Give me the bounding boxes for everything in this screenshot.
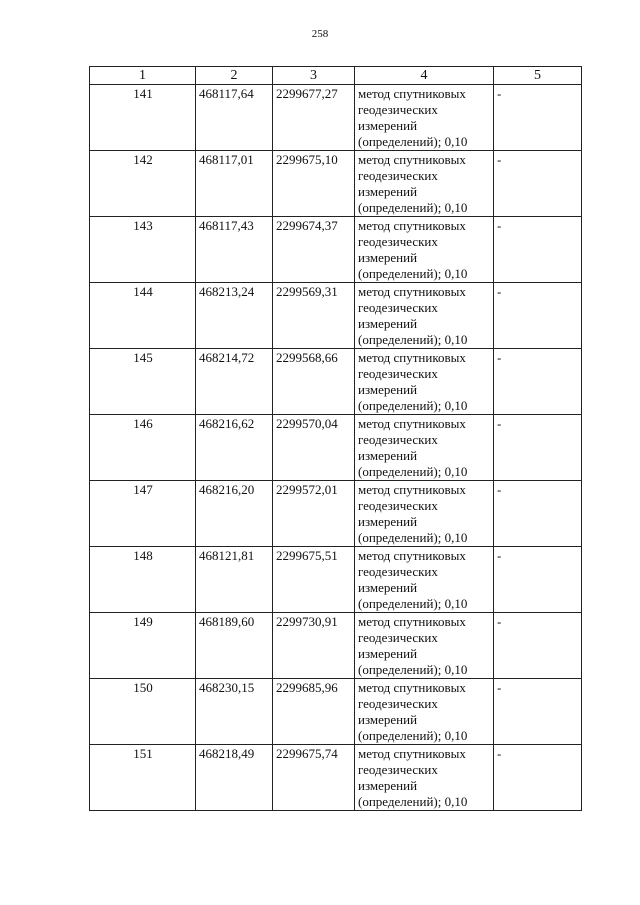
method-line: (определений); 0,10 bbox=[358, 530, 468, 545]
method-cell bbox=[355, 217, 494, 283]
method-cell bbox=[355, 547, 494, 613]
method-line: геодезических bbox=[358, 366, 438, 381]
note-cell: - bbox=[494, 349, 582, 415]
y-coordinate-cell: 2299674,37 bbox=[273, 217, 355, 283]
x-coordinate-cell: 468218,49 bbox=[196, 745, 273, 811]
table-row bbox=[90, 745, 582, 811]
method-line: геодезических bbox=[358, 300, 438, 315]
method-line: измерений bbox=[358, 184, 418, 199]
method-line: измерений bbox=[358, 778, 418, 793]
x-coordinate-cell: 468213,24 bbox=[196, 283, 273, 349]
note-cell: - bbox=[494, 613, 582, 679]
method-line: метод спутниковых bbox=[358, 680, 466, 695]
method-line: метод спутниковых bbox=[358, 548, 466, 563]
method-line: (определений); 0,10 bbox=[358, 794, 468, 809]
note-cell: - bbox=[494, 679, 582, 745]
point-number-cell: 141 bbox=[90, 85, 196, 151]
table-row bbox=[90, 349, 582, 415]
method-line: метод спутниковых bbox=[358, 482, 466, 497]
x-coordinate-cell: 468216,20 bbox=[196, 481, 273, 547]
method-cell bbox=[355, 349, 494, 415]
method-line: метод спутниковых bbox=[358, 152, 466, 167]
method-line: (определений); 0,10 bbox=[358, 728, 468, 743]
point-number-cell: 151 bbox=[90, 745, 196, 811]
y-coordinate-cell: 2299677,27 bbox=[273, 85, 355, 151]
x-coordinate-cell: 468117,01 bbox=[196, 151, 273, 217]
y-coordinate-cell: 2299570,04 bbox=[273, 415, 355, 481]
method-line: метод спутниковых bbox=[358, 614, 466, 629]
table-row bbox=[90, 613, 582, 679]
table-row bbox=[90, 415, 582, 481]
note-cell: - bbox=[494, 283, 582, 349]
method-cell bbox=[355, 415, 494, 481]
y-coordinate-cell: 2299685,96 bbox=[273, 679, 355, 745]
x-coordinate-cell: 468230,15 bbox=[196, 679, 273, 745]
method-cell bbox=[355, 745, 494, 811]
method-line: метод спутниковых bbox=[358, 86, 466, 101]
x-coordinate-cell: 468214,72 bbox=[196, 349, 273, 415]
method-cell bbox=[355, 613, 494, 679]
note-cell: - bbox=[494, 217, 582, 283]
method-line: (определений); 0,10 bbox=[358, 398, 468, 413]
note-cell: - bbox=[494, 151, 582, 217]
y-coordinate-cell: 2299568,66 bbox=[273, 349, 355, 415]
x-coordinate-cell: 468121,81 bbox=[196, 547, 273, 613]
y-coordinate-cell: 2299569,31 bbox=[273, 283, 355, 349]
table-row bbox=[90, 679, 582, 745]
table-row bbox=[90, 85, 582, 151]
method-line: измерений bbox=[358, 712, 418, 727]
method-cell bbox=[355, 679, 494, 745]
method-line: (определений); 0,10 bbox=[358, 134, 468, 149]
method-line: (определений); 0,10 bbox=[358, 332, 468, 347]
method-line: метод спутниковых bbox=[358, 416, 466, 431]
method-cell bbox=[355, 283, 494, 349]
method-line: геодезических bbox=[358, 432, 438, 447]
method-line: (определений); 0,10 bbox=[358, 464, 468, 479]
point-number-cell: 145 bbox=[90, 349, 196, 415]
method-line: измерений bbox=[358, 448, 418, 463]
method-line: измерений bbox=[358, 514, 418, 529]
y-coordinate-cell: 2299675,74 bbox=[273, 745, 355, 811]
y-coordinate-cell: 2299675,10 bbox=[273, 151, 355, 217]
method-cell bbox=[355, 481, 494, 547]
method-line: геодезических bbox=[358, 234, 438, 249]
point-number-cell: 148 bbox=[90, 547, 196, 613]
method-line: метод спутниковых bbox=[358, 746, 466, 761]
method-line: геодезических bbox=[358, 168, 438, 183]
method-line: (определений); 0,10 bbox=[358, 596, 468, 611]
method-line: геодезических bbox=[358, 696, 438, 711]
method-line: геодезических bbox=[358, 498, 438, 513]
point-number-cell: 143 bbox=[90, 217, 196, 283]
method-line: измерений bbox=[358, 250, 418, 265]
method-line: метод спутниковых bbox=[358, 350, 466, 365]
method-cell bbox=[355, 85, 494, 151]
x-coordinate-cell: 468117,43 bbox=[196, 217, 273, 283]
x-coordinate-cell: 468189,60 bbox=[196, 613, 273, 679]
method-line: (определений); 0,10 bbox=[358, 662, 468, 677]
method-line: измерений bbox=[358, 382, 418, 397]
page-number: 258 bbox=[311, 28, 329, 40]
method-line: метод спутниковых bbox=[358, 284, 466, 299]
method-line: геодезических bbox=[358, 630, 438, 645]
method-line: геодезических bbox=[358, 102, 438, 117]
note-cell: - bbox=[494, 547, 582, 613]
table-row bbox=[90, 151, 582, 217]
table-row bbox=[90, 481, 582, 547]
point-number-cell: 142 bbox=[90, 151, 196, 217]
point-number-cell: 144 bbox=[90, 283, 196, 349]
x-coordinate-cell: 468216,62 bbox=[196, 415, 273, 481]
note-cell: - bbox=[494, 745, 582, 811]
y-coordinate-cell: 2299730,91 bbox=[273, 613, 355, 679]
column-header-5: 5 bbox=[494, 67, 582, 85]
table-body bbox=[90, 85, 582, 811]
note-cell: - bbox=[494, 415, 582, 481]
method-line: (определений); 0,10 bbox=[358, 200, 468, 215]
x-coordinate-cell: 468117,64 bbox=[196, 85, 273, 151]
point-number-cell: 149 bbox=[90, 613, 196, 679]
header-row bbox=[90, 67, 582, 85]
method-line: измерений bbox=[358, 580, 418, 595]
point-number-cell: 150 bbox=[90, 679, 196, 745]
note-cell: - bbox=[494, 85, 582, 151]
point-number-cell: 146 bbox=[90, 415, 196, 481]
y-coordinate-cell: 2299675,51 bbox=[273, 547, 355, 613]
y-coordinate-cell: 2299572,01 bbox=[273, 481, 355, 547]
note-cell: - bbox=[494, 481, 582, 547]
column-header-1: 1 bbox=[90, 67, 196, 85]
coordinates-table bbox=[89, 66, 582, 811]
point-number-cell: 147 bbox=[90, 481, 196, 547]
table-row bbox=[90, 283, 582, 349]
method-line: (определений); 0,10 bbox=[358, 266, 468, 281]
table-row bbox=[90, 547, 582, 613]
method-line: метод спутниковых bbox=[358, 218, 466, 233]
method-cell bbox=[355, 151, 494, 217]
method-line: измерений bbox=[358, 646, 418, 661]
method-line: измерений bbox=[358, 118, 418, 133]
method-line: геодезических bbox=[358, 762, 438, 777]
table-row bbox=[90, 217, 582, 283]
column-header-3: 3 bbox=[273, 67, 355, 85]
method-line: геодезических bbox=[358, 564, 438, 579]
column-header-2: 2 bbox=[196, 67, 273, 85]
method-line: измерений bbox=[358, 316, 418, 331]
column-header-4: 4 bbox=[355, 67, 494, 85]
